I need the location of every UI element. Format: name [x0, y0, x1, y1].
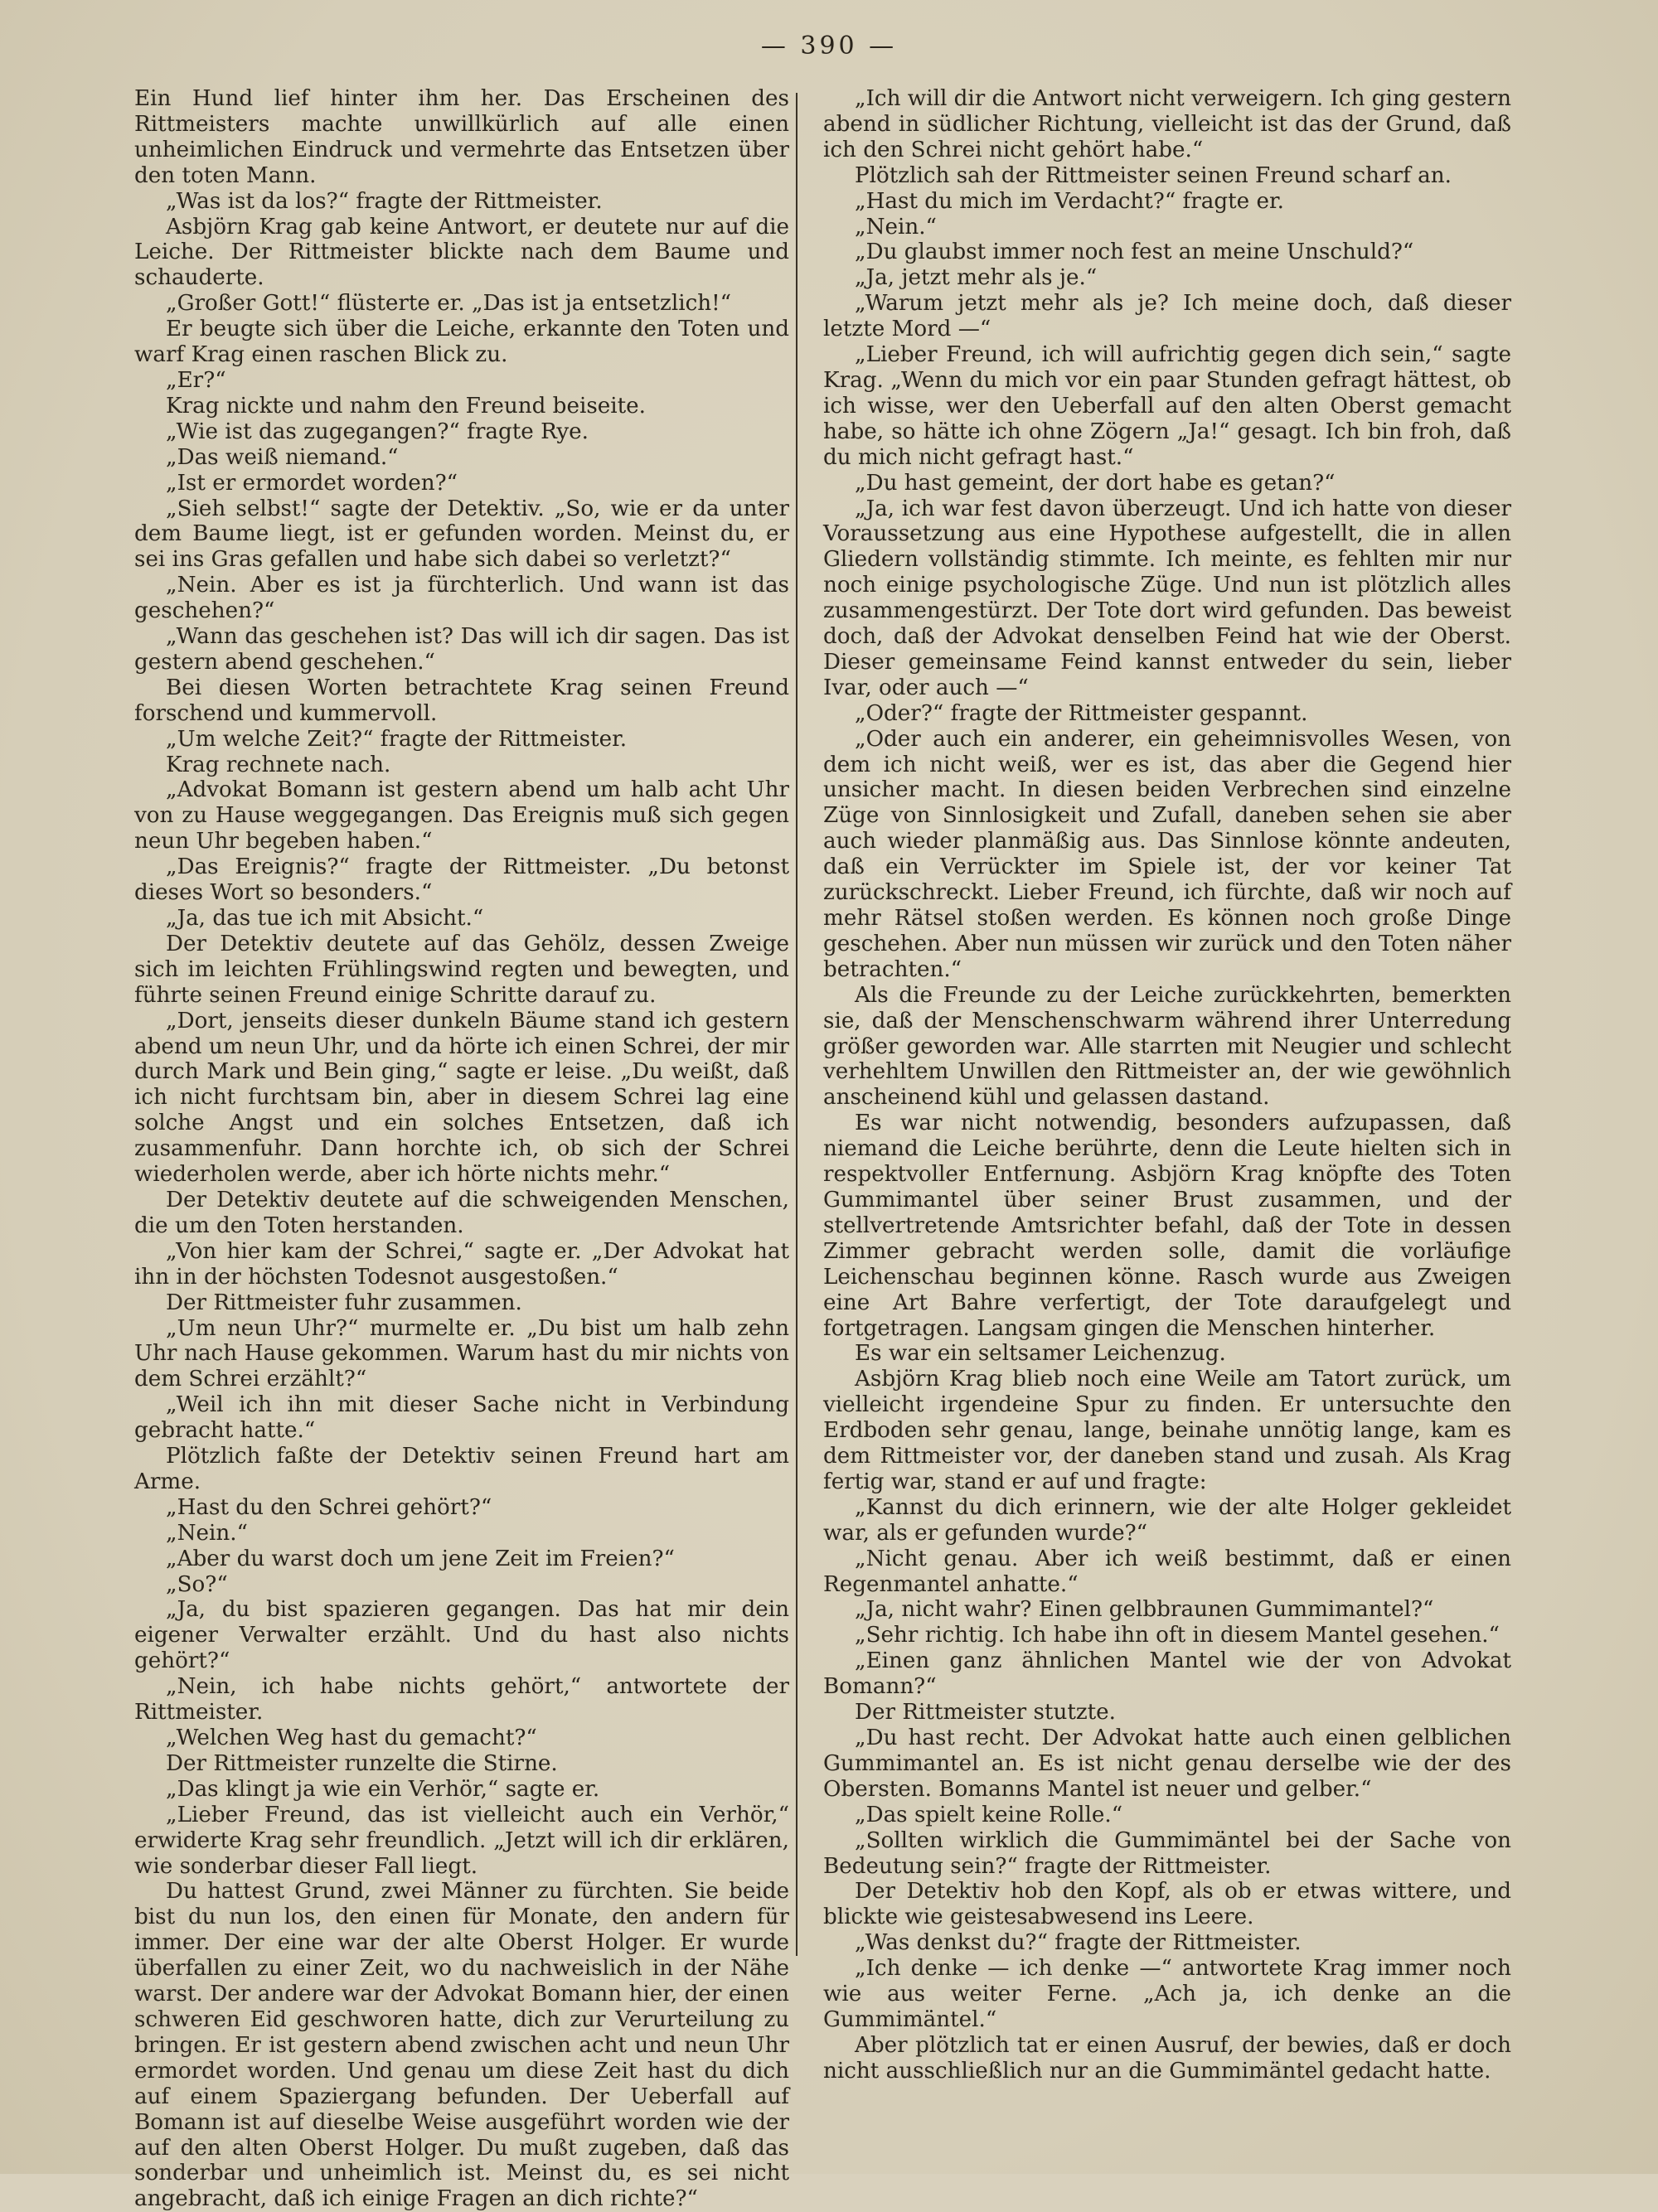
- paragraph: Asbjörn Krag blieb noch eine Weile am Tatort zurück, um vielleicht irgendeine Spur zu finden. Er untersuchte den Erdboden sehr genau, lange, beinahe unnötig lange, kam es dem Rittmeister vor, der daneben stand und zusah. Als Krag fertig war, stand er auf und fragte:: [823, 1367, 1511, 1494]
- paragraph: „Nein.“: [166, 1520, 248, 1546]
- right-column: [823, 86, 1511, 2084]
- paragraph: „Einen ganz ähnlichen Mantel wie der von Advokat Bomann?“: [823, 1648, 1511, 1700]
- paragraph: Der Rittmeister fuhr zusammen.: [166, 1290, 522, 1315]
- paragraph: „Du hast gemeint, der dort habe es getan?“: [855, 470, 1336, 496]
- paragraph: „Du glaubst immer noch fest an meine Unschuld?“: [855, 240, 1414, 265]
- paragraph: Du hattest Grund, zwei Männer zu fürchten. Sie beide bist du nun los, den einen für Monate, den andern für immer. Der eine war der alte Oberst Holger. Er wurde überfallen zu einer Zeit, wo du nachweislich in der Nähe warst. Der andere war der Advokat Bomann hier, der einen schweren Eid geschworen hatte, dich zur Verurteilung zu bringen. Er ist gestern abend zwischen acht und neun Uhr ermordet worden. Und genau um diese Zeit hast du dich auf einem Spaziergang befunden. Der Ueberfall auf Bomann ist auf dieselbe Weise ausgeführt worden wie der auf den alten Oberst Holger. Du mußt zugeben, daß das sonderbar und unheimlich ist. Meinst du, es sei nicht angebracht, daß ich einige Fragen an dich richte?“: [134, 1879, 789, 2212]
- paragraph: „Ja, jetzt mehr als je.“: [855, 265, 1098, 291]
- paragraph: „Sollten wirklich die Gummimäntel bei der Sache von Bedeutung sein?“ fragte der Rittmeister.: [823, 1827, 1511, 1879]
- paragraph: Der Detektiv deutete auf das Gehölz, dessen Zweige sich im leichten Frühlingswind regten und bewegten, und führte seinen Freund einige Schritte darauf zu.: [134, 931, 789, 1008]
- paragraph: Der Rittmeister stutzte.: [855, 1700, 1116, 1726]
- paragraph: „Du hast recht. Der Advokat hatte auch einen gelblichen Gummimantel an. Es ist nicht genau derselbe wie der des Obersten. Bomanns Mantel ist neuer und gelber.“: [823, 1726, 1511, 1802]
- paragraph: Plötzlich faßte der Detektiv seinen Freund hart am Arme.: [134, 1444, 789, 1494]
- paragraph: Plötzlich sah der Rittmeister seinen Freund scharf an.: [855, 162, 1452, 188]
- paragraph: „Ich denke — ich denke —“ antwortete Krag immer noch wie aus weiter Ferne. „Ach ja, ich denke an die Gummimäntel.“: [823, 1956, 1511, 2032]
- paragraph: „Von hier kam der Schrei,“ sagte er. „Der Advokat hat ihn in der höchsten Todesnot ausgestoßen.“: [134, 1238, 789, 1290]
- paragraph: „Oder auch ein anderer, ein geheimnisvolles Wesen, von dem ich nicht weiß, wer es ist, das aber die Gegend hier unsicher macht. In diesen beiden Verbrechen sind einzelne Züge von Sinnlosigkeit und Zufall, daneben sehen sie aber auch wieder planmäßig aus. Das Sinnlose könnte andeuten, daß ein Verrückter im Spiele ist, der vor keiner Tat zurückschreckt. Lieber Freund, ich fürchte, daß wir noch auf mehr Rätsel stoßen werden. Es können noch große Dinge geschehen. Aber nun müssen wir zurück und den Toten näher betrachten.“: [823, 726, 1511, 982]
- paragraph: Der Rittmeister runzelte die Stirne.: [166, 1750, 558, 1776]
- paragraph: „Das klingt ja wie ein Verhör,“ sagte er.: [166, 1776, 600, 1802]
- paragraph: „Ja, ich war fest davon überzeugt. Und ich hatte von dieser Voraussetzung aus eine Hypothese aufgestellt, die in allen Gliedern vollständig stimmte. Ich meinte, es fehlten mir nur noch einige psychologische Züge. Und nun ist plötzlich alles zusammengestürzt. Der Tote dort wird gefunden. Das beweist doch, daß der Advokat denselben Feind hat wie der Oberst. Dieser gemeinsame Feind kannst entweder du sein, lieber Ivar, oder auch —“: [823, 496, 1511, 700]
- paragraph: „Um welche Zeit?“ fragte der Rittmeister.: [166, 726, 628, 752]
- paragraph: „Ist er ermordet worden?“: [166, 470, 458, 496]
- paragraph: „Lieber Freund, ich will aufrichtig gegen dich sein,“ sagte Krag. „Wenn du mich vor ein paar Stunden gefragt hättest, ob ich wisse, wer den Ueberfall auf den alten Oberst gemacht habe, so hätte ich ohne Zögern „Ja!“ gesagt. Ich bin froh, daß du mich nicht gefragt hast.“: [823, 342, 1511, 470]
- paragraph: „Wie ist das zugegangen?“ fragte Rye.: [166, 419, 589, 444]
- paragraph: „Ja, nicht wahr? Einen gelbbraunen Gummimantel?“: [855, 1597, 1434, 1623]
- paragraph: „So?“: [166, 1571, 228, 1597]
- paragraph: „Großer Gott!“ flüsterte er. „Das ist ja entsetzlich!“: [166, 291, 732, 317]
- paragraph: „Was denkst du?“ fragte der Rittmeister.: [855, 1930, 1302, 1956]
- paragraph: „Warum jetzt mehr als je? Ich meine doch, daß dieser letzte Mord —“: [823, 291, 1511, 342]
- paragraph: Der Detektiv hob den Kopf, als ob er etwas wittere, und blickte wie geistesabwesend ins Leere.: [823, 1879, 1511, 1930]
- paragraph: „Sehr richtig. Ich habe ihn oft in diesem Mantel gesehen.“: [855, 1623, 1500, 1648]
- paragraph: „Ja, das tue ich mit Absicht.“: [166, 906, 484, 931]
- paragraph: „Wann das geschehen ist? Das will ich dir sagen. Das ist gestern abend geschehen.“: [134, 624, 789, 675]
- paragraph: „Kannst du dich erinnern, wie der alte Holger gekleidet war, als er gefunden wurde?“: [823, 1494, 1511, 1546]
- paragraph: Krag rechnete nach.: [166, 752, 391, 777]
- paragraph: „Hast du den Schrei gehört?“: [166, 1494, 492, 1520]
- paragraph: Es war nicht notwendig, besonders aufzupassen, daß niemand die Leiche berührte, denn die Leute hielten sich in respektvoller Entfernung. Asbjörn Krag knöpfte des Toten Gummimantel über seiner Brust zusammen, und der stellvertretende Amtsrichter befahl, daß der Tote in dessen Zimmer gebracht werden solle, damit die vorläufige Leichenschau beginnen könne. Rasch wurde aus Zweigen eine Art Bahre verfertigt, der Tote daraufgelegt und fortgetragen. Langsam gingen die Menschen hinterher.: [823, 1111, 1511, 1341]
- paragraph: Der Detektiv deutete auf die schweigenden Menschen, die um den Toten herstanden.: [134, 1187, 789, 1238]
- paragraph: „Oder?“ fragte der Rittmeister gespannt.: [855, 700, 1308, 726]
- paragraph: „Ich will dir die Antwort nicht verweigern. Ich ging gestern abend in südlicher Richtung, vielleicht ist das der Grund, daß ich den Schrei nicht gehört habe.“: [823, 86, 1511, 162]
- paragraph: Als die Freunde zu der Leiche zurückkehrten, bemerkten sie, daß der Menschenschwarm während ihrer Unterredung größer geworden war. Alle starrten mit Neugier und schlecht verhehltem Unwillen den Rittmeister an, der wie gewöhnlich anscheinend kühl und gelassen dastand.: [823, 982, 1511, 1111]
- paragraph: „Das Ereignis?“ fragte der Rittmeister. „Du betonst dieses Wort so besonders.“: [134, 854, 789, 906]
- paragraph: Asbjörn Krag gab keine Antwort, er deutete nur auf die Leiche. Der Rittmeister blickte nach dem Baume und schauderte.: [134, 214, 789, 291]
- paragraph: „Lieber Freund, das ist vielleicht auch ein Verhör,“ erwiderte Krag sehr freundlich. „Jetzt will ich dir erklären, wie sonderbar dieser Fall liegt.: [134, 1802, 789, 1879]
- paragraph: „Hast du mich im Verdacht?“ fragte er.: [855, 188, 1284, 214]
- paragraph: „Advokat Bomann ist gestern abend um halb acht Uhr von zu Hause weggegangen. Das Ereignis muß sich gegen neun Uhr begeben haben.“: [134, 777, 789, 854]
- paragraph: „Weil ich ihn mit dieser Sache nicht in Verbindung gebracht hatte.“: [134, 1392, 789, 1444]
- page-number: — 390 —: [760, 31, 898, 61]
- paragraph: Es war ein seltsamer Leichenzug.: [855, 1341, 1226, 1367]
- paragraph: Bei diesen Worten betrachtete Krag seinen Freund forschend und kummervoll.: [134, 675, 789, 726]
- paragraph: „Nicht genau. Aber ich weiß bestimmt, daß er einen Regenmantel anhatte.“: [823, 1546, 1511, 1597]
- paragraph: „Nein. Aber es ist ja fürchterlich. Und wann ist das geschehen?“: [134, 573, 789, 624]
- paragraph: „Um neun Uhr?“ murmelte er. „Du bist um halb zehn Uhr nach Hause gekommen. Warum hast du mir nichts von dem Schrei erzählt?“: [134, 1315, 789, 1392]
- paragraph: Er beugte sich über die Leiche, erkannte den Toten und warf Krag einen raschen Blick zu.: [134, 317, 789, 368]
- column-divider: [796, 93, 797, 1956]
- paragraph: „Aber du warst doch um jene Zeit im Freien?“: [166, 1546, 675, 1571]
- paragraph: „Er?“: [166, 367, 226, 393]
- paragraph: „Das spielt keine Rolle.“: [855, 1802, 1123, 1827]
- paragraph: Krag nickte und nahm den Freund beiseite.: [166, 393, 646, 419]
- paragraph: „Ja, du bist spazieren gegangen. Das hat mir dein eigener Verwalter erzählt. Und du hast also nichts gehört?“: [134, 1597, 789, 1674]
- paragraph: „Das weiß niemand.“: [166, 444, 399, 470]
- paragraph: „Welchen Weg hast du gemacht?“: [166, 1726, 537, 1750]
- paragraph: „Nein.“: [855, 214, 937, 240]
- paragraph: „Nein, ich habe nichts gehört,“ antwortete der Rittmeister.: [134, 1674, 789, 1726]
- paragraph: „Dort, jenseits dieser dunkeln Bäume stand ich gestern abend um neun Uhr, und da hörte ich einen Schrei, der mir durch Mark und Bein ging,“ sagte er leise. „Du weißt, daß ich nicht furchtsam bin, aber in diesem Schrei lag eine solche Angst und ein solches Entsetzen, daß ich zusammenfuhr. Dann horchte ich, ob sich der Schrei wiederholen werde, aber ich hörte nichts mehr.“: [134, 1008, 789, 1188]
- paragraph: Ein Hund lief hinter ihm her. Das Erscheinen des Rittmeisters machte unwillkürlich auf alle einen unheimlichen Eindruck und vermehrte das Entsetzen über den toten Mann.: [134, 86, 789, 188]
- paragraph: Aber plötzlich tat er einen Ausruf, der bewies, daß er doch nicht ausschließlich nur an die Gummimäntel gedacht hatte.: [823, 2032, 1511, 2084]
- paragraph: „Was ist da los?“ fragte der Rittmeister.: [166, 188, 603, 214]
- paragraph: „Sieh selbst!“ sagte der Detektiv. „So, wie er da unter dem Baume liegt, ist er gefunden worden. Meinst du, er sei ins Gras gefallen und habe sich dabei so verletzt?“: [134, 496, 789, 573]
- left-column: [134, 86, 789, 2212]
